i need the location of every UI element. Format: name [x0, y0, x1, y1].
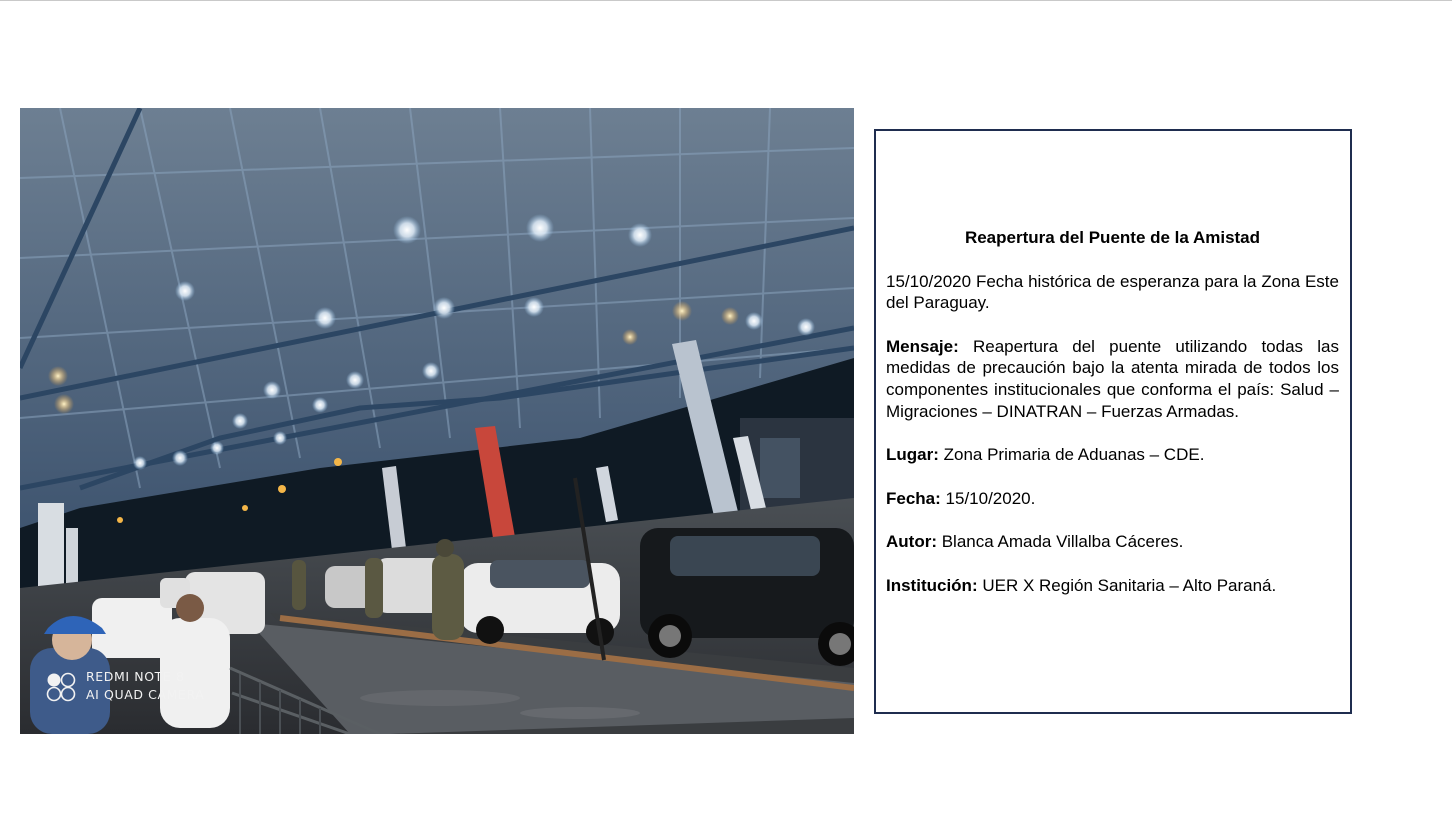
top-divider — [0, 0, 1452, 1]
caption-content — [886, 227, 1339, 619]
caption-fecha — [886, 488, 1339, 510]
watermark-camera: AI QUAD CAMERA — [86, 687, 205, 702]
mensaje-text: Reapertura del puente utilizando todas las medidas de precaución bajo la atenta mirada de todos los componentes institucionales que conforma el país: Salud – Migraciones – DINATRAN – Fuerzas Armadas. — [886, 336, 1339, 421]
caption-mensaje — [886, 336, 1339, 422]
institucion-label: Institución: — [886, 575, 978, 595]
watermark-model: REDMI NOTE 8 — [86, 669, 185, 684]
caption-autor — [886, 531, 1339, 553]
fecha-text: 15/10/2020. — [945, 488, 1036, 508]
caption-lugar — [886, 444, 1339, 466]
camera-logo-icon — [46, 672, 78, 702]
lugar-text: Zona Primaria de Aduanas – CDE. — [943, 445, 1205, 465]
autor-text: Blanca Amada Villalba Cáceres. — [941, 532, 1184, 552]
mensaje-label: Mensaje: — [886, 336, 959, 356]
photo-illustration — [20, 108, 854, 734]
autor-label: Autor: — [886, 532, 937, 552]
caption-institucion — [886, 575, 1339, 597]
caption-title: Reapertura del Puente de la Amistad — [964, 228, 1261, 247]
border-crossing-photo — [20, 108, 854, 734]
caption-card — [874, 129, 1352, 714]
lugar-label: Lugar: — [886, 445, 939, 465]
fecha-label: Fecha: — [886, 488, 941, 508]
caption-intro: 15/10/2020 Fecha histórica de esperanza para la Zona Este del Paraguay. — [886, 271, 1339, 313]
institucion-text: UER X Región Sanitaria – Alto Paraná. — [982, 575, 1277, 595]
